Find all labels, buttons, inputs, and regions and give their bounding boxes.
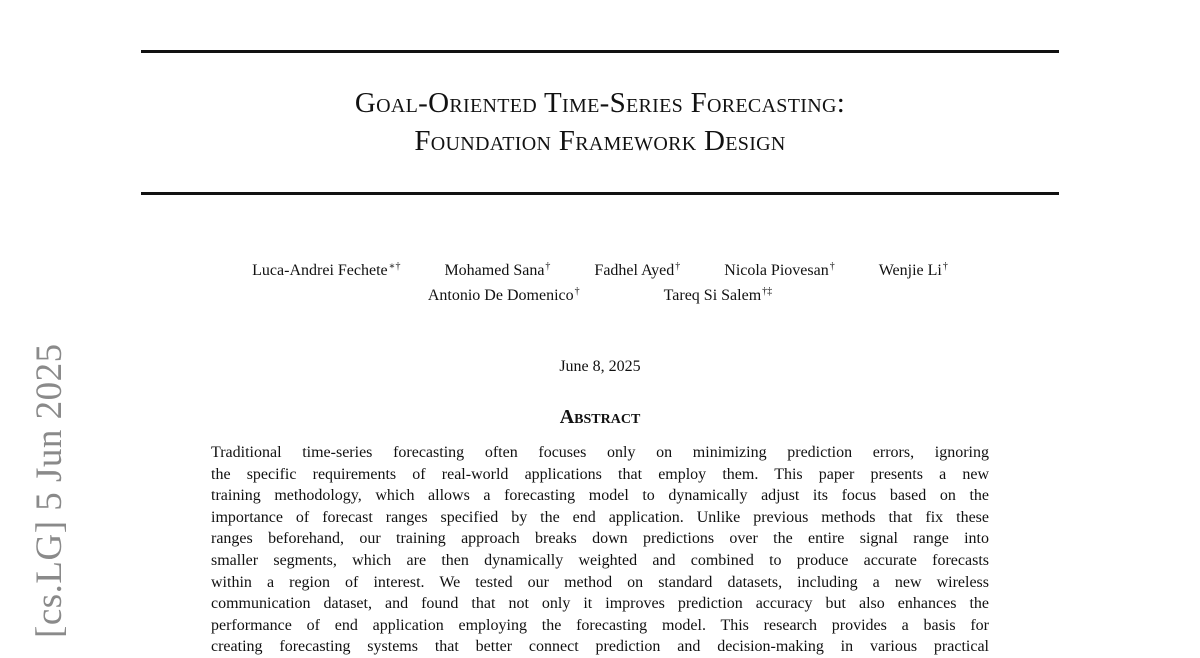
abstract-heading: Abstract (559, 406, 641, 428)
abstract-line: the specific requirements of real-world applications that employ them. This paper presents a new (211, 465, 989, 483)
author-affiliation-marks: † (675, 261, 681, 272)
author-name: Mohamed Sana (444, 262, 545, 279)
author-affiliation-marks: † (574, 286, 580, 297)
title-line-1: Goal-Oriented Time-Series Forecasting: (354, 87, 846, 119)
author-name: Wenjie Li (878, 262, 942, 279)
title-top-rule (141, 50, 1059, 53)
author-name: Antonio De Domenico (427, 287, 574, 304)
paper-title (141, 84, 1059, 160)
title-line-2: Foundation Framework Design (414, 125, 786, 157)
abstract-line: within a region of interest. We tested our method on standard datasets, including a new wireless (211, 573, 989, 591)
abstract-line: ranges beforehand, our training approach breaks down predictions over the entire signal range into (211, 530, 989, 548)
arxiv-stamp-text: [cs.LG] 5 Jun 2025 (29, 343, 70, 638)
author-name: Fadhel Ayed (594, 262, 675, 279)
author-item (428, 279, 580, 308)
title-bottom-rule (141, 192, 1059, 195)
author-affiliation-marks: †‡ (762, 286, 773, 297)
abstract-line: creating forecasting systems that better connect prediction and decision-making in various practical (211, 638, 989, 656)
authors-row-2 (141, 279, 1059, 308)
author-name: Luca-Andrei Fechete (252, 262, 388, 279)
author-name: Nicola Piovesan (724, 262, 829, 279)
author-affiliation-marks: ∗† (388, 261, 401, 272)
author-item (664, 279, 773, 308)
abstract-body (211, 442, 989, 658)
abstract-line: smaller segments, which are then dynamically weighted and combined to produce accurate forecasts (211, 551, 989, 569)
abstract-line: performance of end application employing the forecasting model. This research provides a basis for (211, 616, 989, 634)
author-name: Tareq Si Salem (663, 287, 762, 304)
publication-date: June 8, 2025 (559, 358, 641, 375)
arxiv-side-stamp (26, 343, 76, 648)
abstract-line: Traditional time-series forecasting often focuses only on minimizing prediction errors, ignoring (211, 444, 989, 461)
abstract-line: importance of forecast ranges specified by the end application. Unlike previous methods that fix these (211, 508, 989, 526)
abstract-line: communication dataset, and found that not only it improves prediction accuracy but also enhances the (211, 595, 989, 613)
author-affiliation-marks: † (829, 261, 835, 272)
author-affiliation-marks: † (942, 261, 948, 272)
abstract-line: training methodology, which allows a forecasting model to dynamically adjust its focus based on the (211, 487, 989, 505)
author-affiliation-marks: † (545, 261, 551, 272)
